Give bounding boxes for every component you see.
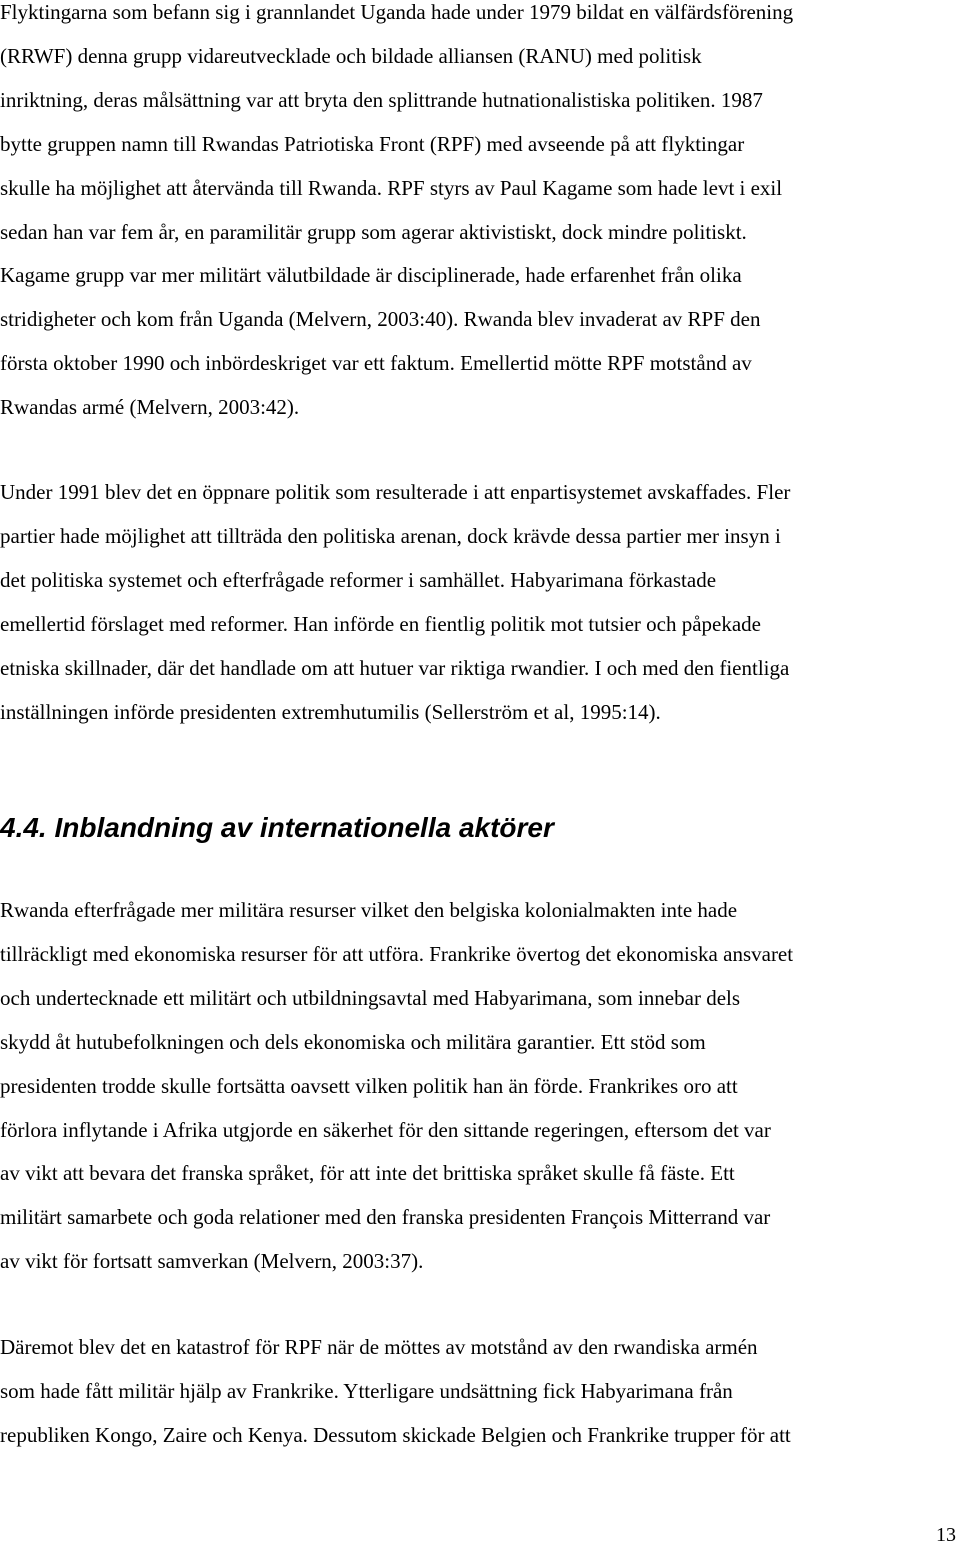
body-paragraph-2: Under 1991 blev det en öppnare politik som resulterade i att enpartisystemet avskaffades. Fler partier hade möjlighet att tillträda den politiska arenan, dock krävde dessa partier mer insyn i det politiska systemet och efterfrågade reformer i samhället. Habyarimana förkastade emellertid förslaget med reformer. Han införde en fientlig politik mot tutsier och påpekade etniska skillnader, där det handlade om att hutuer var riktiga rwandier. I och med den fientliga inställningen införde presidenten extremhutumilis (Sellerström et al, 1995:14). [0, 480, 791, 724]
body-paragraph-4: Däremot blev det en katastrof för RPF när de möttes av motstånd av den rwandiska armén som hade fått militär hjälp av Frankrike. Ytterligare undsättning fick Habyarimana från republiken Kongo, Zaire och Kenya. Dessutom skickade Belgien och Frankrike trupper för att [0, 1335, 791, 1447]
section-heading: 4.4. Inblandning av internationella aktörer [0, 812, 554, 843]
body-paragraph-3: Rwanda efterfrågade mer militära resurser vilket den belgiska kolonialmakten inte hade tillräckligt med ekonomiska resurser för att utföra. Frankrike övertog det ekonomiska ansvaret och undertecknade ett militärt och utbildningsavtal med Habyarimana, som innebar dels skydd åt hutubefolkningen och dels ekonomiska och militära garantier. Ett stöd som presidenten trodde skulle fortsätta oavsett vilken politik han än förde. Frankrikes oro att förlora inflytande i Afrika utgjorde en säkerhet för den sittande regeringen, eftersom det var av vikt att bevara det franska språket, för att inte det brittiska språket skulle få fäste. Ett militärt samarbete och goda relationer med den franska presidenten François Mitterrand var av vikt för fortsatt samverkan (Melvern, 2003:37). [0, 898, 794, 1274]
body-paragraph-1: Flyktingarna som befann sig i grannlandet Uganda hade under 1979 bildat en välfärdsförening (RRWF) denna grupp vidareutvecklade och bildade alliansen (RANU) med politisk inriktning, deras målsättning var att bryta den splittrande hutnationalistiska politiken. 1987 bytte gruppen namn till Rwandas Patriotiska Front (RPF) med avseende på att flyktingar skulle ha möjlighet att återvända till Rwanda. RPF styrs av Paul Kagame som hade levt i exil sedan han var fem år, en paramilitär grupp som agerar aktivistiskt, dock mindre politiskt. Kagame grupp var mer militärt välutbildade är disciplinerade, hade erfarenhet från olika stridigheter och kom från Uganda (Melvern, 2003:40). Rwanda blev invaderat av RPF den första oktober 1990 och inbördeskriget var ett faktum. Emellertid mötte RPF motstånd av Rwandas armé (Melvern, 2003:42). [0, 0, 794, 420]
page-number: 13 [936, 1524, 956, 1546]
